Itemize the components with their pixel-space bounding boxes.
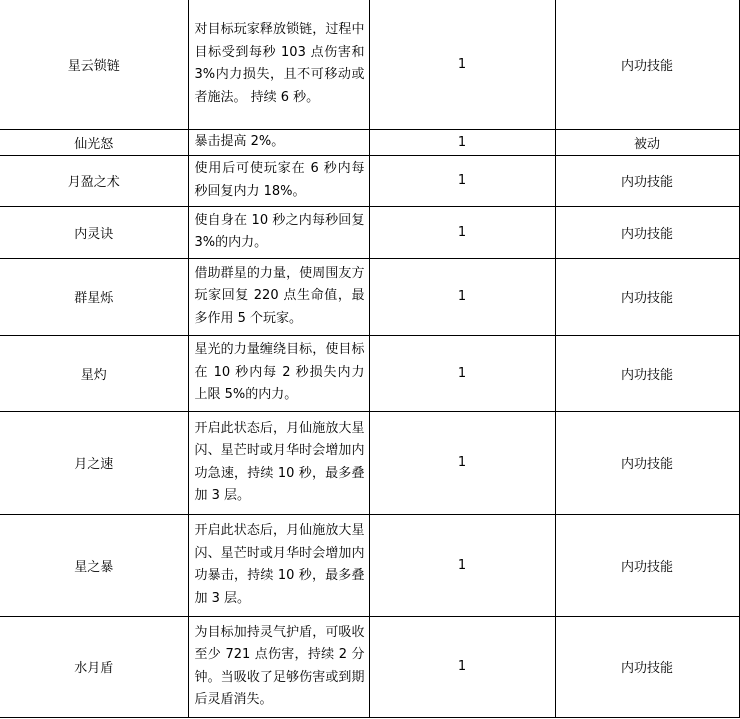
skill-description: 为目标加持灵气护盾，可吸收至少 721 点伤害，持续 2 分钟。当吸收了足够伤害或到期后灵盾消失。 [194,624,365,707]
skill-description: 使用后可使玩家在 6 秒内每秒回复内力 18%。 [194,161,365,199]
skill-type: 内功技能 [555,0,739,129]
skill-description: 暴击提高 2%。 [194,133,285,149]
table-row [0,206,739,258]
skill-name: 星云锁链 [0,0,188,129]
table-row [0,411,739,514]
skill-count: 1 [369,129,555,155]
skill-count: 1 [369,411,555,514]
table-row [0,258,739,335]
table-row [0,129,739,155]
skill-name: 月之速 [0,411,188,514]
skill-count: 1 [369,155,555,206]
skill-description: 借助群星的力量，使周围友方玩家回复 220 点生命值，最多作用 5 个玩家。 [194,265,365,326]
skill-type: 内功技能 [555,155,739,206]
skill-type: 内功技能 [555,514,739,616]
table-row [0,616,739,717]
skill-count: 1 [369,616,555,717]
table-row [0,335,739,411]
skill-description: 开启此状态后，月仙施放大星闪、星芒时或月华时会增加内功急速，持续 10 秒，最多叠加 3 层。 [194,420,365,503]
skill-count: 1 [369,258,555,335]
skill-name: 内灵诀 [0,206,188,258]
skill-type: 被动 [555,129,739,155]
skill-description: 对目标玩家释放锁链，过程中目标受到每秒 103 点伤害和 3%内力损失，且不可移动或者施法。 持续 6 秒。 [194,22,365,105]
table-row [0,155,739,206]
skill-count: 1 [369,206,555,258]
skill-name: 月盈之术 [0,155,188,206]
skill-name: 水月盾 [0,616,188,717]
skill-type: 内功技能 [555,411,739,514]
skill-description: 开启此状态后，月仙施放大星闪、星芒时或月华时会增加内功暴击，持续 10 秒，最多叠加 3 层。 [194,523,365,606]
skill-description: 星光的力量缠绕目标，使目标在 10 秒内每 2 秒损失内力上限 5%的内力。 [194,342,365,403]
skill-type: 内功技能 [555,258,739,335]
skill-count: 1 [369,0,555,129]
skill-name: 仙光怒 [0,129,188,155]
skill-count: 1 [369,335,555,411]
skill-count: 1 [369,514,555,616]
skill-type: 内功技能 [555,616,739,717]
skill-name: 群星烁 [0,258,188,335]
skill-name: 星之暴 [0,514,188,616]
skill-type: 内功技能 [555,206,739,258]
skill-name: 星灼 [0,335,188,411]
skill-type: 内功技能 [555,335,739,411]
table-row [0,0,739,129]
table-row [0,514,739,616]
skill-description: 使自身在 10 秒之内每秒回复 3%的内力。 [194,212,365,250]
